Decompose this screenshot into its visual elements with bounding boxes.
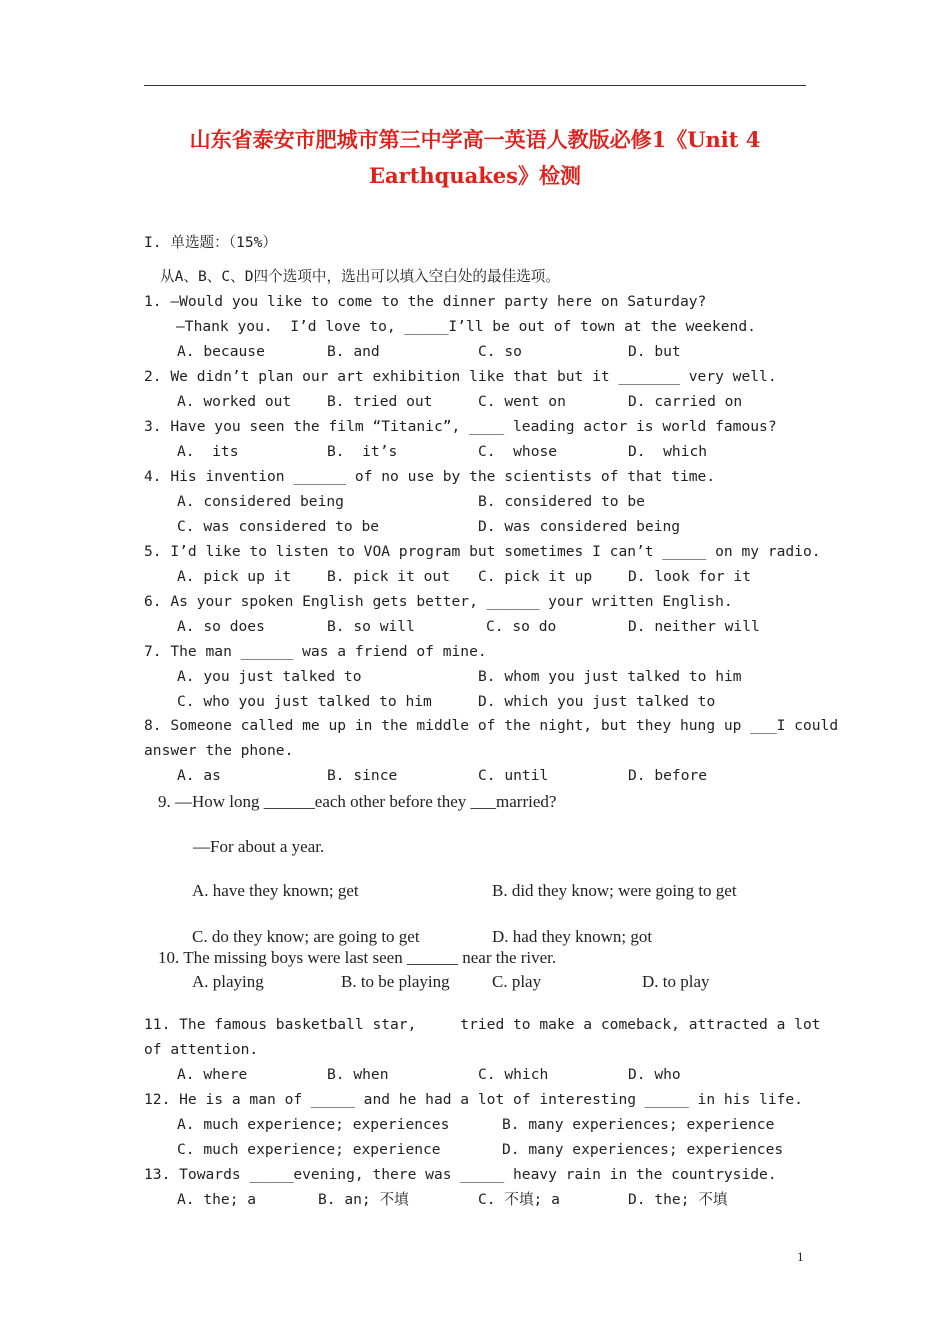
q8-option-d: D. before <box>628 767 708 784</box>
q4-option-c: C. was considered to be <box>177 518 380 535</box>
q6-stem: 6. As your spoken English gets better, ______ your written English. <box>144 593 733 610</box>
q3-option-d: D. which <box>628 443 708 460</box>
q6-option-d: D. neither will <box>628 618 760 635</box>
q3-stem: 3. Have you seen the film “Titanic”, ____ leading actor is world famous? <box>144 418 777 435</box>
q2-stem: 2. We didn’t plan our art exhibition like that but it _______ very well. <box>144 368 777 385</box>
q1-option-d: D. but <box>628 343 681 360</box>
q10-option-a: A. playing <box>192 972 264 991</box>
q3-option-c: C. whose <box>478 443 558 460</box>
q5-stem: 5. I’d like to listen to VOA program but sometimes I can’t _____ on my radio. <box>144 543 821 560</box>
q3-option-b: B. it’s <box>327 443 398 460</box>
q11-stem: 11. The famous basketball star, tried to make a comeback, attracted a lot <box>144 1016 821 1033</box>
q9-stem2: —For about a year. <box>193 837 325 856</box>
q13-option-b: B. an; 不填 <box>318 1191 409 1208</box>
q4-option-a: A. considered being <box>177 493 344 510</box>
q11-option-c: C. which <box>478 1066 549 1083</box>
q12-option-b: B. many experiences; experience <box>502 1116 775 1133</box>
q11-option-d: D. who <box>628 1066 681 1083</box>
q3-option-a: A. its <box>177 443 239 460</box>
q10-option-d: D. to play <box>642 972 710 991</box>
q9-stem: 9. —How long ______each other before they ___married? <box>158 792 557 811</box>
q9-option-b: B. did they know; were going to get <box>492 881 737 900</box>
top-rule <box>144 85 806 86</box>
q12-stem: 12. He is a man of _____ and he had a lot of interesting _____ in his life. <box>144 1091 803 1108</box>
q2-option-c: C. went on <box>478 393 566 410</box>
q1-stem: 1. —Would you like to come to the dinner party here on Saturday? <box>144 293 707 310</box>
q7-option-d: D. which you just talked to <box>478 693 716 710</box>
q1-option-a: A. because <box>177 343 265 360</box>
q12-option-d: D. many experiences; experiences <box>502 1141 784 1158</box>
q5-option-a: A. pick up it <box>177 568 292 585</box>
q7-option-c: C. who you just talked to him <box>177 693 432 710</box>
q6-option-a: A. so does <box>177 618 265 635</box>
q5-option-b: B. pick it out <box>327 568 451 585</box>
q2-option-d: D. carried on <box>628 393 743 410</box>
q5-option-c: C. pick it up <box>478 568 593 585</box>
q9-option-c: C. do they know; are going to get <box>192 927 420 946</box>
q6-option-c: C. so do <box>486 618 557 635</box>
q8-option-c: C. until <box>478 767 549 784</box>
q11-stem2: of attention. <box>144 1041 259 1058</box>
section-instruction: 从A、B、C、D四个选项中，选出可以填入空白处的最佳选项。 <box>160 268 560 285</box>
section-heading: I. 单选题：（15%） <box>144 234 277 251</box>
document-title-line2: Earthquakes》检测 <box>369 163 581 188</box>
q1-option-c: C. so <box>478 343 522 360</box>
q9-option-d: D. had they known; got <box>492 927 653 946</box>
q7-option-a: A. you just talked to <box>177 668 362 685</box>
q13-option-c: C. 不填; a <box>478 1191 560 1208</box>
q8-stem2: answer the phone. <box>144 742 294 759</box>
q8-stem: 8. Someone called me up in the middle of the night, but they hung up ___I could <box>144 717 839 734</box>
q13-option-d: D. the; 不填 <box>628 1191 728 1208</box>
q10-option-c: C. play <box>492 972 542 991</box>
q12-option-a: A. much experience; experiences <box>177 1116 450 1133</box>
q4-option-b: B. considered to be <box>478 493 645 510</box>
q1-option-b: B. and <box>327 343 380 360</box>
q13-stem: 13. Towards _____evening, there was _____ heavy rain in the countryside. <box>144 1166 777 1183</box>
q11-option-b: B. when <box>327 1066 389 1083</box>
q2-option-a: A. worked out <box>177 393 292 410</box>
q2-option-b: B. tried out <box>327 393 433 410</box>
q7-stem: 7. The man ______ was a friend of mine. <box>144 643 487 660</box>
q11-option-a: A. where <box>177 1066 248 1083</box>
q5-option-d: D. look for it <box>628 568 752 585</box>
q13-option-a: A. the; a <box>177 1191 257 1208</box>
q12-option-c: C. much experience; experience <box>177 1141 441 1158</box>
q7-option-b: B. whom you just talked to him <box>478 668 742 685</box>
q6-option-b: B. so will <box>327 618 415 635</box>
q9-option-a: A. have they known; get <box>192 881 359 900</box>
q8-option-b: B. since <box>327 767 398 784</box>
page-number: 1 <box>797 1249 804 1264</box>
q10-stem: 10. The missing boys were last seen ______ near the river. <box>158 948 557 967</box>
q10-option-b: B. to be playing <box>341 972 450 991</box>
document-title-line1: 山东省泰安市肥城市第三中学高一英语人教版必修1《Unit 4 <box>189 127 761 152</box>
q8-option-a: A. as <box>177 767 221 784</box>
q4-stem: 4. His invention ______ of no use by the scientists of that time. <box>144 468 716 485</box>
q1-stem2: —Thank you. I’d love to, _____I’ll be out of town at the weekend. <box>176 318 756 335</box>
q4-option-d: D. was considered being <box>478 518 681 535</box>
